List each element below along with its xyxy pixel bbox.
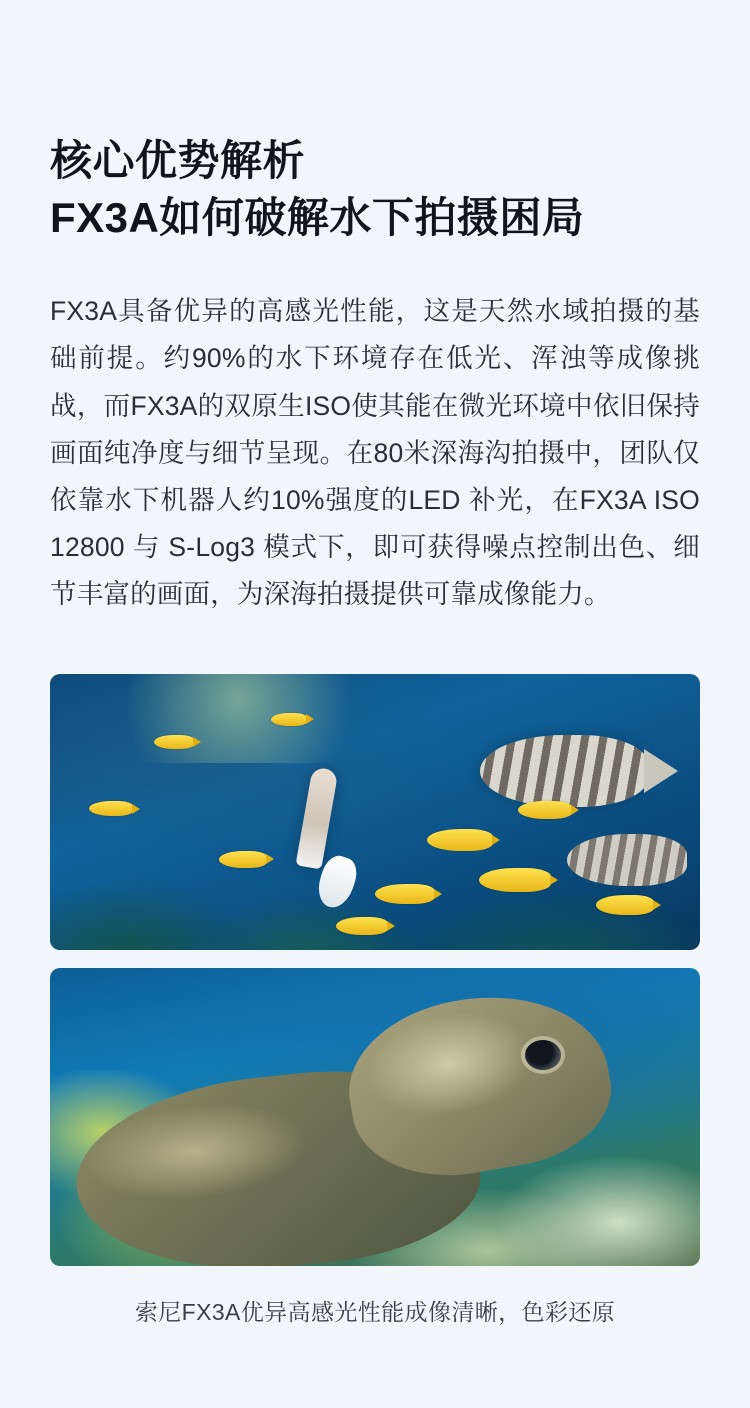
yellow-fish	[219, 851, 267, 868]
underwater-diver-photo	[50, 674, 700, 950]
yellow-fish	[89, 801, 133, 816]
yellow-fish	[154, 735, 194, 749]
yellow-fish	[479, 868, 551, 892]
image-caption: 索尼FX3A优异高感光性能成像清晰，色彩还原	[134, 1299, 616, 1326]
heading-line-2: FX3A如何破解水下拍摄困局	[50, 194, 585, 242]
turtle-eye	[525, 1040, 561, 1070]
yellow-fish	[427, 829, 493, 851]
article-body: FX3A具备优异的高感光性能，这是天然水域拍摄的基础前提。约90%的水下环境存在低光、浑浊等成像挑战，而FX3A的双原生ISO使其能在微光环境中依旧保持画面纯净度与细节呈现。在80米深海沟拍摄中，团队仅依靠水下机器人约10%强度的LED 补光，在FX3A ISO 12800 与 S-Log3 模式下，即可获得噪点控制出色、细节丰富的画面，为深海拍摄提供可靠成像能力。	[50, 296, 700, 610]
heading-line-1: 核心优势解析	[50, 137, 306, 184]
striped-fish-secondary	[567, 834, 687, 886]
sunlight-glow	[89, 674, 388, 762]
sea-turtle-photo	[50, 968, 700, 1266]
page-title	[50, 0, 700, 246]
image-gallery	[50, 674, 700, 1266]
yellow-fish	[596, 895, 654, 915]
yellow-fish	[271, 713, 307, 726]
striped-fish	[480, 735, 648, 807]
yellow-fish	[375, 884, 435, 904]
yellow-fish	[336, 917, 388, 935]
yellow-fish	[518, 801, 572, 819]
